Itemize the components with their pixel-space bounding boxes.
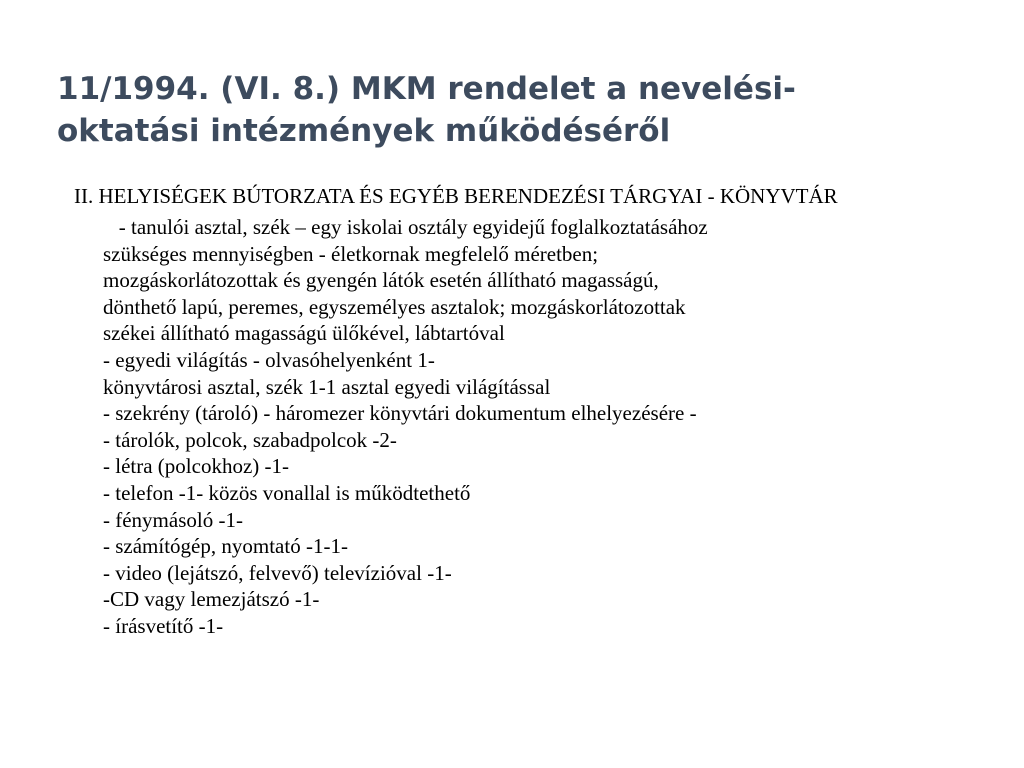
- list-item: - tanulói asztal, szék – egy iskolai osztály egyidejű foglalkoztatásához: [103, 215, 708, 239]
- list-item: könyvtárosi asztal, szék 1-1 asztal egyedi világítással: [103, 374, 551, 399]
- list-item: székei állítható magasságú ülőkével, lábtartóval: [103, 321, 505, 346]
- list-item: - szekrény (tároló) - háromezer könyvtári dokumentum elhelyezésére -: [103, 401, 697, 426]
- list-item: - fénymásoló -1-: [103, 507, 243, 532]
- list-item: mozgáskorlátozottak és gyengén látók esetén állítható magasságú,: [103, 268, 659, 293]
- list-item: - egyedi világítás - olvasóhelyenként 1-: [103, 347, 435, 372]
- slide-title: [57, 68, 987, 152]
- list-item: - írásvetítő -1-: [103, 613, 224, 638]
- equipment-list: [103, 214, 964, 640]
- slide-body: [74, 184, 964, 640]
- list-item: - számítógép, nyomtató -1-1-: [103, 534, 348, 559]
- section-heading: II. HELYISÉGEK BÚTORZATA ÉS EGYÉB BERENDEZÉSI TÁRGYAI - KÖNYVTÁR: [74, 184, 838, 208]
- list-item: - létra (polcokhoz) -1-: [103, 454, 289, 479]
- list-item: dönthető lapú, peremes, egyszemélyes asztalok; mozgáskorlátozottak: [103, 294, 686, 319]
- list-item: -CD vagy lemezjátszó -1-: [103, 587, 320, 612]
- slide-title-line: oktatási intézmények működéséről: [57, 113, 671, 149]
- list-item: szükséges mennyiségben - életkornak megfelelő méretben;: [103, 241, 599, 266]
- list-item: - video (lejátszó, felvevő) televízióval -1-: [103, 560, 452, 585]
- slide-title-line: 11/1994. (VI. 8.) MKM rendelet a nevelési-: [57, 71, 796, 107]
- list-item: - telefon -1- közös vonallal is működtethető: [103, 480, 471, 505]
- list-item: - tárolók, polcok, szabadpolcok -2-: [103, 427, 397, 452]
